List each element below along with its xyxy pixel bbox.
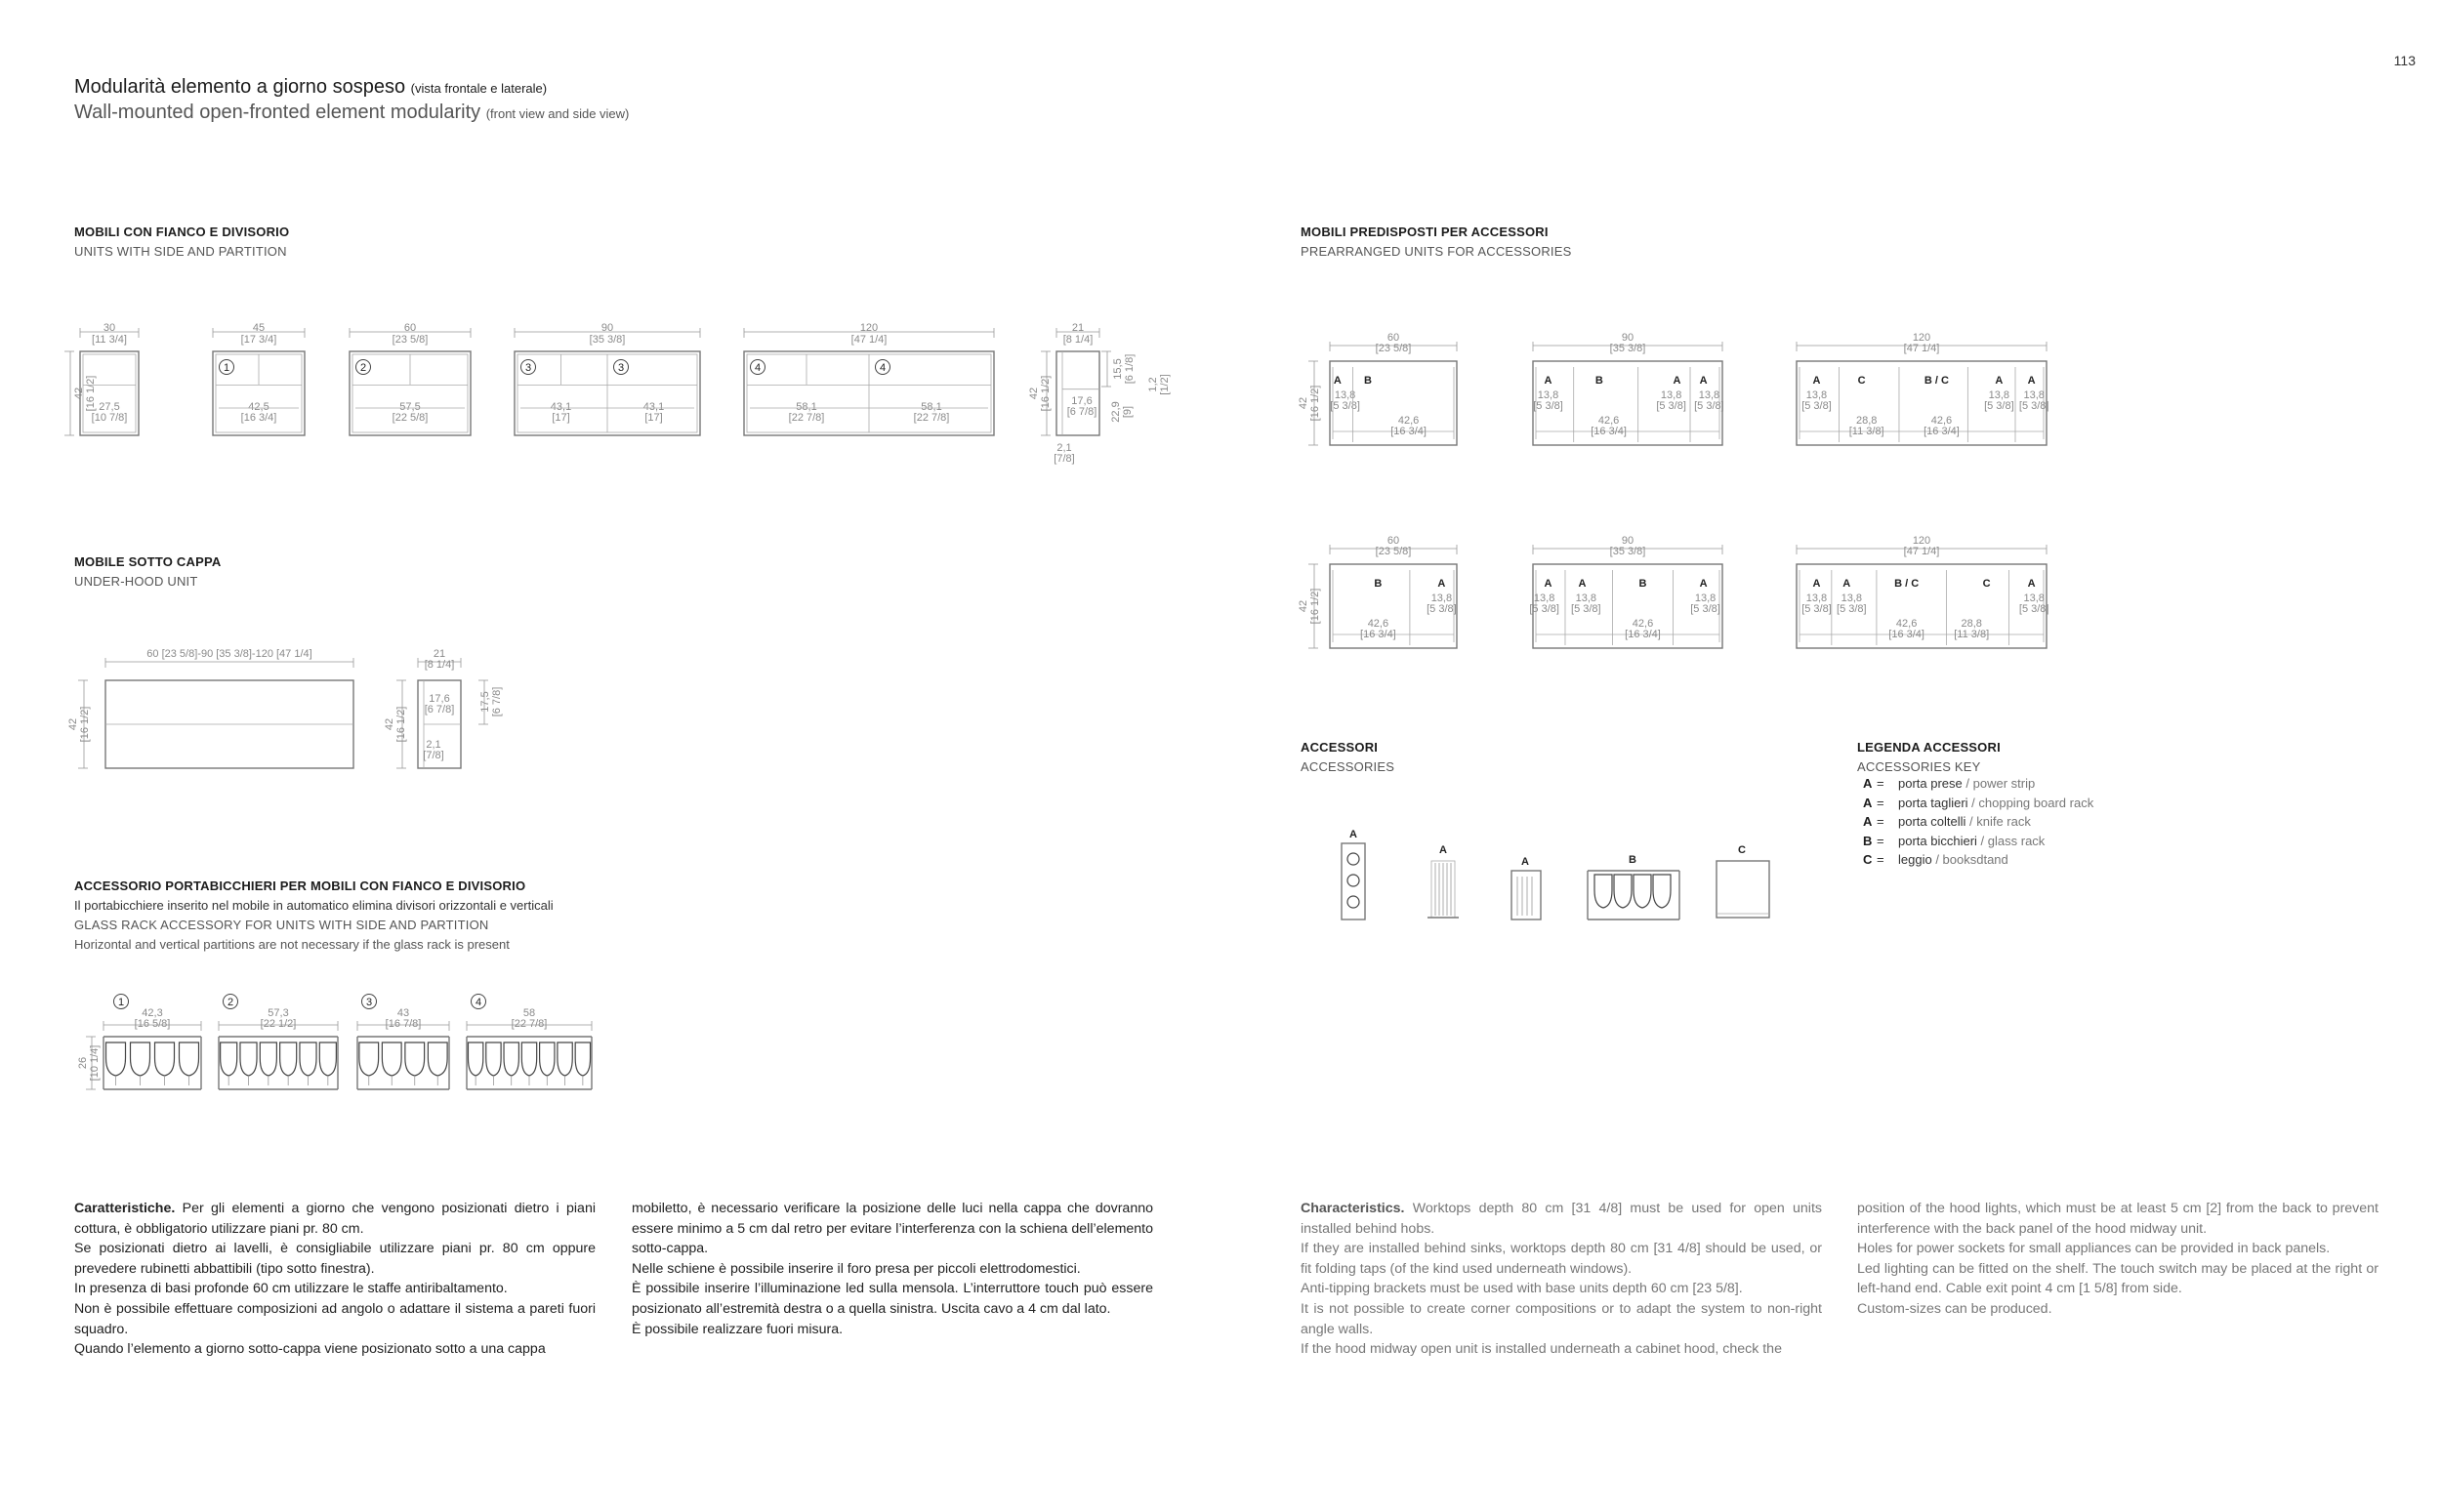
accessory-label: C <box>1738 844 1746 856</box>
slot-dim: 13,8 <box>1533 593 1555 604</box>
section-under-hood: MOBILE SOTTO CAPPA UNDER-HOOD UNIT <box>74 554 222 589</box>
inner-label: [17] <box>552 412 570 424</box>
side-inner-label: [6 7/8] <box>424 704 455 715</box>
slot-dim: [5 3/8] <box>1656 400 1686 412</box>
slot-dim: 13,8 <box>1841 593 1863 604</box>
legend-sep: / <box>1967 795 1979 810</box>
slot-dim: 13,8 <box>1430 593 1453 604</box>
inner-label: 57,5 <box>399 401 421 413</box>
width-label: [22 7/8] <box>511 1018 548 1030</box>
glass-shape <box>221 1042 237 1076</box>
slot-label: B <box>1594 375 1603 387</box>
width-label: 58 <box>522 1007 536 1019</box>
height-label: [16 1/2] <box>1309 588 1321 625</box>
inner-label: 43,1 <box>550 401 572 413</box>
side-inner-label: [6 7/8] <box>1066 406 1097 418</box>
slot-dim: 13,8 <box>1334 389 1356 401</box>
inner-label: [10 7/8] <box>91 412 128 424</box>
slot-dim: 13,8 <box>1694 593 1717 604</box>
slot-label: A <box>1544 578 1552 590</box>
slot-label: A <box>2027 375 2036 387</box>
width-label: [16 5/8] <box>134 1018 171 1030</box>
side-shelf-label: [1/2] <box>1159 374 1171 395</box>
legend-sep: / <box>1931 852 1943 867</box>
slot-label: B / C <box>1894 578 1920 590</box>
glass-shape <box>260 1042 276 1076</box>
legend-key: B <box>1863 833 1873 848</box>
legend-eq: = <box>1877 776 1884 791</box>
slot-dim: [16 3/4] <box>1390 426 1427 437</box>
number-label: 1 <box>117 997 125 1008</box>
slot-dim: [5 3/8] <box>1330 400 1360 412</box>
characteristics-it-col1: Caratteristiche. Per gli elementi a giorno che vengono posizionati dietro i piani cottura, è obbligatorio utilizzare piani pr. 80 cm. Se posizionati dietro ai lavelli, è consigliabile utilizzare piani pr. 80 cm oppure prevedere rubinetti abbattibili (tipo sotto finestra). In presenza di basi profonde 60 cm utilizzare le staffe antiribaltamento. Non è possibile effettuare composizioni ad angolo o adattare il sistema a pareti fuori squadro. Quando l’elemento a giorno sotto-cappa viene posizionato sotto a una cappa <box>74 1201 596 1358</box>
legend-key: A <box>1863 795 1873 810</box>
slot-label: B <box>1638 578 1647 590</box>
slot-label: B / C <box>1924 375 1949 387</box>
glass-shape <box>504 1042 518 1076</box>
number-label: 4 <box>475 997 482 1008</box>
width-label: 45 <box>252 322 266 334</box>
slot-dim: [5 3/8] <box>1801 400 1832 412</box>
legend-en: knife rack <box>1976 814 2031 829</box>
height-label: [16 1/2] <box>1309 385 1321 422</box>
height-label: 42 <box>73 387 85 400</box>
width-label: 57,3 <box>268 1007 289 1019</box>
side-top-label: [6 1/8] <box>1124 353 1136 385</box>
side-back-label: [7/8] <box>1054 453 1075 465</box>
glass-shape <box>359 1042 379 1076</box>
legend-sep: / <box>1962 776 1973 791</box>
slot-label: A <box>1812 375 1821 387</box>
height-label: [16 1/2] <box>85 375 97 412</box>
page-title-en: Wall-mounted open-fronted element modularity (front view and side view) <box>74 102 630 123</box>
legend-en: glass rack <box>1987 833 2046 848</box>
accessory-label: A <box>1521 856 1529 868</box>
socket-icon <box>1347 896 1359 908</box>
bookstand <box>1717 861 1769 918</box>
slot-dim: [16 3/4] <box>1625 629 1661 640</box>
glass-shape <box>405 1042 425 1076</box>
inner-label: 58,1 <box>921 401 942 413</box>
width-label: 30 <box>103 322 116 334</box>
slot-dim: [16 3/4] <box>1924 426 1960 437</box>
height-label: 42 <box>1298 599 1309 613</box>
number-label: 2 <box>227 997 234 1008</box>
section-side-partition: MOBILI CON FIANCO E DIVISORIO UNITS WITH SIDE AND PARTITION <box>74 225 290 259</box>
glass-shape <box>428 1042 447 1076</box>
accessory-label: B <box>1629 854 1636 866</box>
glass-shape <box>382 1042 401 1076</box>
width-label: 60 <box>1386 535 1400 547</box>
side-inner-label: 17,6 <box>1071 395 1093 407</box>
legend-eq: = <box>1877 833 1884 848</box>
side-shelf-label: 1,2 <box>1147 377 1159 392</box>
legend-key: C <box>1863 852 1873 867</box>
inner-label: 27,5 <box>99 401 120 413</box>
width-label: 120 <box>1912 332 1931 344</box>
glass-shape <box>106 1042 126 1076</box>
width-label: 42,3 <box>142 1007 163 1019</box>
slot-dim: [5 3/8] <box>2018 603 2049 615</box>
glass-shape <box>319 1042 336 1076</box>
side-depth-label: 21 <box>433 648 446 660</box>
slot-dim: [11 3/8] <box>1954 629 1990 640</box>
slot-label: A <box>1995 375 2004 387</box>
slot-dim: 42,6 <box>1367 618 1389 630</box>
slot-label: A <box>1544 375 1552 387</box>
legend-en: booksdtand <box>1942 852 2008 867</box>
slot-dim: 42,6 <box>1597 415 1620 427</box>
width-label: [11 3/4] <box>92 334 127 346</box>
legend-it: porta bicchieri <box>1898 833 1977 848</box>
slot-dim: 13,8 <box>1805 389 1828 401</box>
width-label: [22 1/2] <box>260 1018 297 1030</box>
width-label: [47 1/4] <box>850 334 888 346</box>
legend-eq: = <box>1877 814 1884 829</box>
width-label: [47 1/4] <box>1903 343 1940 354</box>
glass-shape <box>540 1042 555 1076</box>
height-label: 42 <box>67 717 79 731</box>
slot-dim: [5 3/8] <box>1690 603 1720 615</box>
number-label: 3 <box>524 362 532 374</box>
slot-dim: 42,6 <box>1895 618 1918 630</box>
legend-key: A <box>1863 776 1873 791</box>
slot-dim: 13,8 <box>2023 593 2045 604</box>
slot-dim: 42,6 <box>1632 618 1654 630</box>
glass-shape <box>240 1042 257 1076</box>
side-inner-label: 17,6 <box>429 693 450 705</box>
slot-dim: 13,8 <box>1575 593 1597 604</box>
slot-label: A <box>1812 578 1821 590</box>
inner-label: [22 7/8] <box>913 412 950 424</box>
slot-dim: [16 3/4] <box>1888 629 1924 640</box>
slot-label: A <box>1699 578 1708 590</box>
side-mid-label: 22,9 <box>1110 401 1122 423</box>
width-label: 90 <box>1621 332 1634 344</box>
width-label: [35 3/8] <box>1609 343 1646 354</box>
legend-sep: / <box>1965 814 1977 829</box>
socket-icon <box>1347 875 1359 886</box>
inner-label: 43,1 <box>642 401 665 413</box>
number-label: 2 <box>359 362 367 374</box>
slot-dim: 42,6 <box>1930 415 1953 427</box>
glass-shape <box>1594 875 1612 908</box>
inner-label: [17] <box>644 412 663 424</box>
section-legend: LEGENDA ACCESSORI ACCESSORIES KEY <box>1857 740 2001 774</box>
glass-shape <box>1653 875 1671 908</box>
side-depth-label: [8 1/4] <box>1062 334 1094 346</box>
slot-label: A <box>1699 375 1708 387</box>
slot-label: A <box>1673 375 1681 387</box>
accessory-label: A <box>1439 844 1447 856</box>
glass-shape <box>300 1042 316 1076</box>
slot-dim: 28,8 <box>1961 618 1982 630</box>
glass-shape <box>558 1042 572 1076</box>
width-label: [35 3/8] <box>589 334 626 346</box>
glass-shape <box>1614 875 1632 908</box>
slot-dim: 13,8 <box>1988 389 2010 401</box>
inner-label: 58,1 <box>796 401 817 413</box>
number-label: 3 <box>617 362 625 374</box>
width-label: 120 <box>1912 535 1931 547</box>
width-label: [23 5/8] <box>392 334 429 346</box>
widths-label: 60 [23 5/8]-90 [35 3/8]-120 [47 1/4] <box>146 648 312 660</box>
section-accessories: ACCESSORI ACCESSORIES <box>1301 740 1395 774</box>
slot-dim: [5 3/8] <box>2018 400 2049 412</box>
legend-it: leggio <box>1898 852 1932 867</box>
slot-dim: [5 3/8] <box>1694 400 1724 412</box>
side-top-label: [6 7/8] <box>491 686 503 717</box>
width-label: 90 <box>1621 535 1634 547</box>
characteristics-en-col1: Characteristics. Worktops depth 80 cm [31 4/8] must be used for open units installed behind hobs. If they are installed behind sinks, worktops depth 80 cm [31 4/8] should be used, or fit folding taps (of the kind used underneath windows). Anti-tipping brackets must be used with base units depth 60 cm [23 5/8]. It is not possible to create corner compositions or to adapt the system to non-right angle walls. If the hood midway open unit is installed underneath a cabinet hood, check the <box>1301 1201 1822 1358</box>
slot-dim: 13,8 <box>1660 389 1682 401</box>
slot-label: A <box>1437 578 1446 590</box>
width-label: [16 7/8] <box>385 1018 422 1030</box>
side-back-label: 2,1 <box>426 739 441 751</box>
glass-shape <box>521 1042 536 1076</box>
slot-dim: 42,6 <box>1397 415 1420 427</box>
characteristics-en-col2: position of the hood lights, which must be at least 5 cm [2] from the back to prevent interference with the back panel of the hood midway unit. Holes for power sockets for small appliances can be provided in back panels. Led lighting can be fitted on the shelf. The touch switch may be placed at the right or left-hand end. Cable exit point 4 cm [1 5/8] from side. Custom-sizes can be produced. <box>1857 1201 2379 1317</box>
side-top-label: 17,5 <box>479 691 491 713</box>
slot-dim: [5 3/8] <box>1533 400 1563 412</box>
slot-label: B <box>1364 375 1372 387</box>
knife-rack <box>1511 871 1541 919</box>
width-label: 120 <box>859 322 879 334</box>
number-label: 4 <box>754 362 762 374</box>
page-title-it: Modularità elemento a giorno sospeso (vista frontale e laterale) <box>74 76 548 98</box>
width-label: [23 5/8] <box>1375 343 1412 354</box>
number-label: 1 <box>223 362 230 374</box>
slot-dim: [5 3/8] <box>1801 603 1832 615</box>
slot-dim: [5 3/8] <box>1529 603 1559 615</box>
glass-shape <box>180 1042 199 1076</box>
legend-it: porta taglieri <box>1898 795 1968 810</box>
glass-shape <box>486 1042 501 1076</box>
width-label: 90 <box>600 322 614 334</box>
glass-shape <box>280 1042 297 1076</box>
height-label: [16 1/2] <box>79 706 91 743</box>
side-height-label: 42 <box>1028 387 1040 400</box>
number-label: 3 <box>365 997 373 1008</box>
slot-dim: 13,8 <box>1537 389 1559 401</box>
slot-dim: 13,8 <box>1805 593 1828 604</box>
width-label: [47 1/4] <box>1903 546 1940 557</box>
inner-label: 42,5 <box>248 401 269 413</box>
legend-it: porta coltelli <box>1898 814 1966 829</box>
page-number: 113 <box>2393 53 2416 68</box>
side-back-label: 2,1 <box>1056 442 1072 454</box>
legend-sep: / <box>1976 833 1988 848</box>
glass-shape <box>468 1042 482 1076</box>
slot-dim: [5 3/8] <box>1837 603 1867 615</box>
side-back-label: [7/8] <box>423 750 444 761</box>
side-top-label: 15,5 <box>1112 358 1124 380</box>
slot-dim: [5 3/8] <box>1984 400 2014 412</box>
glass-shape <box>1634 875 1651 908</box>
slot-label: C <box>1857 375 1866 387</box>
section-prearranged: MOBILI PREDISPOSTI PER ACCESSORI PREARRANGED UNITS FOR ACCESSORIES <box>1301 225 1572 259</box>
legend-key: A <box>1863 814 1873 829</box>
legend-en: power strip <box>1972 776 2036 791</box>
accessory-label: A <box>1349 829 1357 840</box>
slot-dim: [5 3/8] <box>1571 603 1601 615</box>
slot-label: C <box>1982 578 1991 590</box>
glass-shape <box>155 1042 175 1076</box>
side-depth-label: [8 1/4] <box>424 659 455 671</box>
width-label: [17 3/4] <box>240 334 277 346</box>
slot-label: A <box>2027 578 2036 590</box>
slot-dim: [5 3/8] <box>1427 603 1457 615</box>
side-height-label: [16 1/2] <box>395 706 407 743</box>
inner-label: [22 5/8] <box>392 412 429 424</box>
height-label: [10 1/4] <box>89 1044 101 1082</box>
characteristics-it-col2: mobiletto, è necessario verificare la posizione delle luci nella cappa che dovranno essere minimo a 5 cm dal retro per evitare l’interferenza con la schiena dell’elemento sotto-cappa. Nelle schiene è possibile inserire il foro presa per piccoli elettrodomestici. È possibile inserire l’illuminazione led sulla mensola. L’interruttore touch può essere posizionato all’estremità destra o a quella sinistra. Uscita cavo a 4 cm dal lato. È possibile realizzare fuori misura. <box>632 1201 1153 1337</box>
glass-shape <box>575 1042 590 1076</box>
slot-dim: 13,8 <box>1698 389 1720 401</box>
side-mid-label: [9] <box>1122 405 1134 419</box>
width-label: 60 <box>403 322 417 334</box>
side-depth-label: 21 <box>1071 322 1085 334</box>
side-height-label: 42 <box>384 717 395 731</box>
width-label: [35 3/8] <box>1609 546 1646 557</box>
slot-dim: [11 3/8] <box>1848 426 1884 437</box>
slot-dim: 13,8 <box>2023 389 2045 401</box>
number-label: 4 <box>879 362 887 374</box>
slot-dim: [16 3/4] <box>1360 629 1396 640</box>
section-glass-rack: ACCESSORIO PORTABICCHIERI PER MOBILI CON FIANCO E DIVISORIO Il portabicchiere inserito nel mobile in automatico elimina divisori orizzontali e verticali GLASS RACK ACCESSORY FOR UNITS WITH SIDE AND PARTITION Horizontal and vertical partitions are not necessary if the glass rack is present <box>74 879 554 952</box>
width-label: 60 <box>1386 332 1400 344</box>
legend-eq: = <box>1877 852 1884 867</box>
slot-label: A <box>1578 578 1587 590</box>
legend-it: porta prese <box>1898 776 1963 791</box>
inner-label: [16 3/4] <box>240 412 277 424</box>
glass-shape <box>131 1042 150 1076</box>
width-label: 43 <box>396 1007 410 1019</box>
slot-label: B <box>1374 578 1383 590</box>
slot-dim: [16 3/4] <box>1591 426 1627 437</box>
slot-dim: 28,8 <box>1855 415 1878 427</box>
height-label: 42 <box>1298 396 1309 410</box>
slot-label: A <box>1333 375 1342 387</box>
side-height-label: [16 1/2] <box>1040 375 1052 412</box>
height-label: 26 <box>77 1056 89 1070</box>
inner-label: [22 7/8] <box>788 412 825 424</box>
slot-label: A <box>1842 578 1851 590</box>
width-label: [23 5/8] <box>1375 546 1412 557</box>
socket-icon <box>1347 853 1359 865</box>
legend-en: chopping board rack <box>1978 795 2094 810</box>
legend-eq: = <box>1877 795 1884 810</box>
